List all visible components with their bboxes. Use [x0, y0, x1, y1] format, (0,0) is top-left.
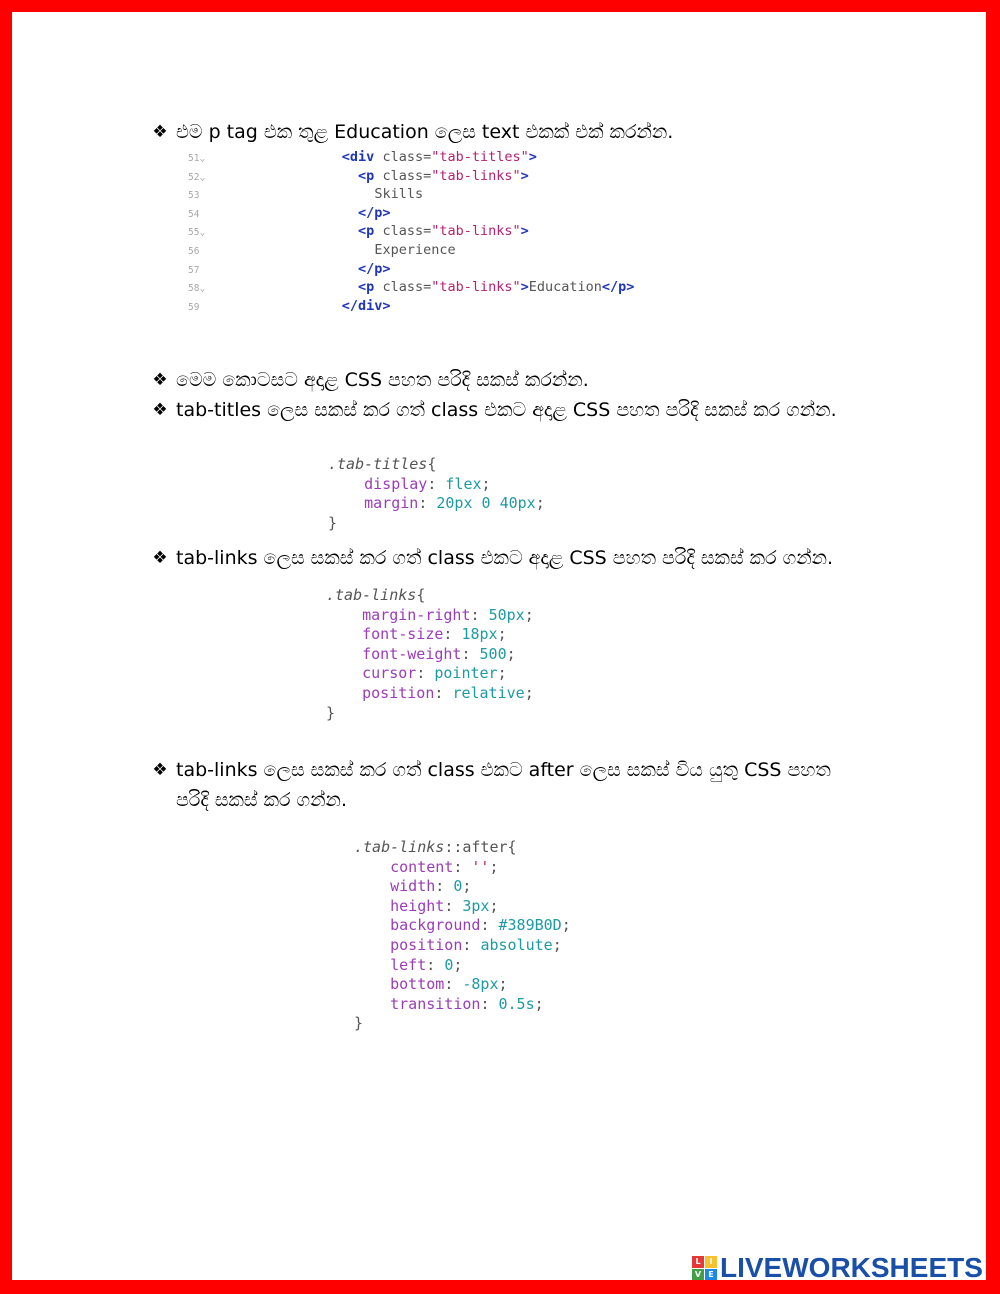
line-number: 59 [188, 301, 200, 313]
code-line [188, 149, 634, 168]
css-value: flex [445, 474, 482, 493]
logo-icon-tile: E [705, 1269, 717, 1281]
css-rule: position: absolute; [390, 935, 562, 954]
code-line [188, 279, 634, 298]
code-token: class= [374, 279, 432, 296]
code-token: class= [374, 167, 432, 184]
code-token: "tab-links" [431, 167, 521, 184]
code-token: </p> [358, 260, 391, 277]
code-token: </div> [341, 297, 391, 314]
html-code-snippet [188, 149, 634, 316]
code-token: Experience [374, 241, 456, 258]
css-selector: .tab-links [354, 838, 445, 856]
css-rule: bottom: -8px; [390, 975, 508, 994]
css-rule: left: 0; [390, 955, 463, 974]
css-rule: transition: 0.5s; [390, 994, 544, 1013]
css-property: transition [390, 994, 481, 1013]
code-token: > [520, 223, 529, 240]
css-value: relative [452, 683, 525, 702]
line-number: 55⌄ [188, 227, 206, 239]
css-property: font-size [362, 625, 444, 644]
css-value: 3px [462, 896, 490, 915]
instruction-text: tab-links ලෙස සකස් කර ගත් class එකට අදාළ CSS පහත පරිදි සකස් කර ගන්න. [176, 547, 834, 569]
code-line [188, 242, 634, 261]
css-rule: height: 3px; [390, 896, 499, 915]
code-line [188, 186, 634, 205]
css-rule: font-size: 18px; [362, 625, 507, 644]
css-value: 18px [461, 625, 498, 644]
css-brace: { [427, 455, 437, 473]
css-closing-brace: } [326, 703, 336, 722]
css-rule: content: ''; [390, 857, 499, 876]
css-property: width [390, 877, 436, 896]
instruction-3 [148, 395, 868, 425]
code-line [188, 205, 634, 224]
css-property: height [390, 896, 445, 915]
css-brace: { [507, 838, 517, 856]
css-value: 50px [488, 605, 525, 624]
code-line [188, 168, 634, 187]
css-property: left [390, 955, 427, 974]
bullet-icon: ❖ [152, 122, 168, 142]
code-line [188, 261, 634, 280]
code-token: "tab-links" [431, 279, 521, 296]
logo-icon-tile: I [705, 1256, 717, 1268]
code-token: "tab-titles" [431, 149, 529, 165]
css-property: background [390, 916, 481, 935]
css-property: margin-right [362, 605, 471, 624]
code-token: </p> [358, 204, 391, 221]
instruction-5 [148, 755, 868, 815]
code-line [188, 298, 634, 317]
logo-icon-tile: V [692, 1269, 704, 1281]
css-property: position [390, 935, 463, 954]
css-tab-titles-snippet [328, 455, 545, 533]
code-token: > [520, 279, 529, 296]
css-rule: width: 0; [390, 877, 472, 896]
code-token: <p [358, 279, 375, 296]
css-rule: cursor: pointer; [362, 664, 507, 683]
css-property: position [362, 683, 435, 702]
code-token: > [528, 149, 537, 165]
css-closing-brace: } [354, 1014, 364, 1033]
css-value: 500 [479, 644, 507, 663]
css-property: content [390, 857, 454, 876]
line-number: 53 [188, 190, 200, 202]
instruction-2 [148, 365, 868, 395]
css-value: absolute [480, 935, 553, 954]
css-property: font-weight [362, 644, 462, 663]
css-property: margin [364, 494, 419, 513]
code-token: <p [358, 223, 375, 240]
css-rule: background: #389B0D; [390, 916, 571, 935]
css-value: 0 [453, 877, 463, 896]
css-value: 0.5s [498, 994, 535, 1013]
code-line [188, 223, 634, 242]
css-rule: position: relative; [362, 683, 534, 702]
code-token: Skills [374, 186, 424, 203]
code-token: > [520, 167, 529, 184]
code-token: "tab-links" [431, 223, 521, 240]
worksheet-page [12, 12, 986, 1280]
css-selector-line [354, 838, 571, 858]
css-value: #389B0D [498, 916, 562, 935]
instruction-text: එම p tag එක තුළ Education ලෙස text එකක් එක් කරන්න. [176, 121, 674, 143]
css-rule: margin-right: 50px; [362, 605, 534, 624]
css-tab-links-snippet [326, 586, 534, 723]
css-rule: margin: 20px 0 40px; [364, 494, 545, 513]
logo-icon-tile: L [692, 1256, 704, 1268]
code-token: <div [341, 149, 375, 165]
code-token: <p [358, 167, 375, 184]
line-number: 57 [188, 264, 200, 276]
instruction-text: tab-titles ලෙස සකස් කර ගත් class එකට අදාළ CSS පහත පරිදි සකස් කර ගන්න. [176, 399, 837, 421]
line-number: 56 [188, 245, 200, 257]
css-rule: font-weight: 500; [362, 644, 516, 663]
line-number: 52⌄ [188, 171, 206, 183]
css-value: '' [471, 857, 490, 876]
code-token: class= [374, 223, 432, 240]
instruction-1 [148, 117, 868, 147]
code-token: </p> [601, 279, 635, 296]
bullet-icon: ❖ [152, 548, 168, 568]
line-number: 51⌄ [188, 153, 206, 164]
css-brace: { [416, 586, 426, 604]
css-selector: .tab-links [326, 586, 417, 604]
bullet-icon: ❖ [152, 760, 168, 780]
css-selector: .tab-titles [328, 455, 428, 473]
css-value: 20px 0 40px [436, 494, 536, 513]
line-number: 58⌄ [188, 283, 206, 295]
css-property: bottom [390, 975, 445, 994]
logo-icon [692, 1256, 717, 1281]
instruction-text: tab-links ලෙස සකස් කර ගත් class එකට after ලෙස සකස් විය යුතු CSS පහත පරිදි සකස් කර ගන්න. [176, 759, 831, 811]
code-token: class= [374, 149, 432, 165]
css-tab-links-after-snippet [354, 838, 571, 1034]
css-value: 0 [444, 955, 454, 974]
css-closing-brace: } [328, 513, 338, 532]
bullet-icon: ❖ [152, 370, 168, 390]
css-property: cursor [362, 664, 417, 683]
css-value: -8px [462, 975, 499, 994]
line-number: 54 [188, 208, 200, 220]
css-selector-line [326, 586, 534, 606]
logo-text: LIVEWORKSHEETS [720, 1252, 983, 1280]
liveworksheets-logo [692, 1252, 983, 1280]
instruction-4 [148, 543, 868, 573]
css-property: display [364, 474, 428, 493]
css-rule: display: flex; [364, 474, 491, 493]
css-value: pointer [434, 664, 498, 683]
instruction-text: මෙම කොටසට අදාළ CSS පහත පරිදි සකස් කරන්න. [176, 369, 589, 391]
css-selector-line [328, 455, 545, 475]
bullet-icon: ❖ [152, 400, 168, 420]
code-token: Education [528, 279, 602, 296]
css-pseudo: ::after [444, 838, 508, 856]
